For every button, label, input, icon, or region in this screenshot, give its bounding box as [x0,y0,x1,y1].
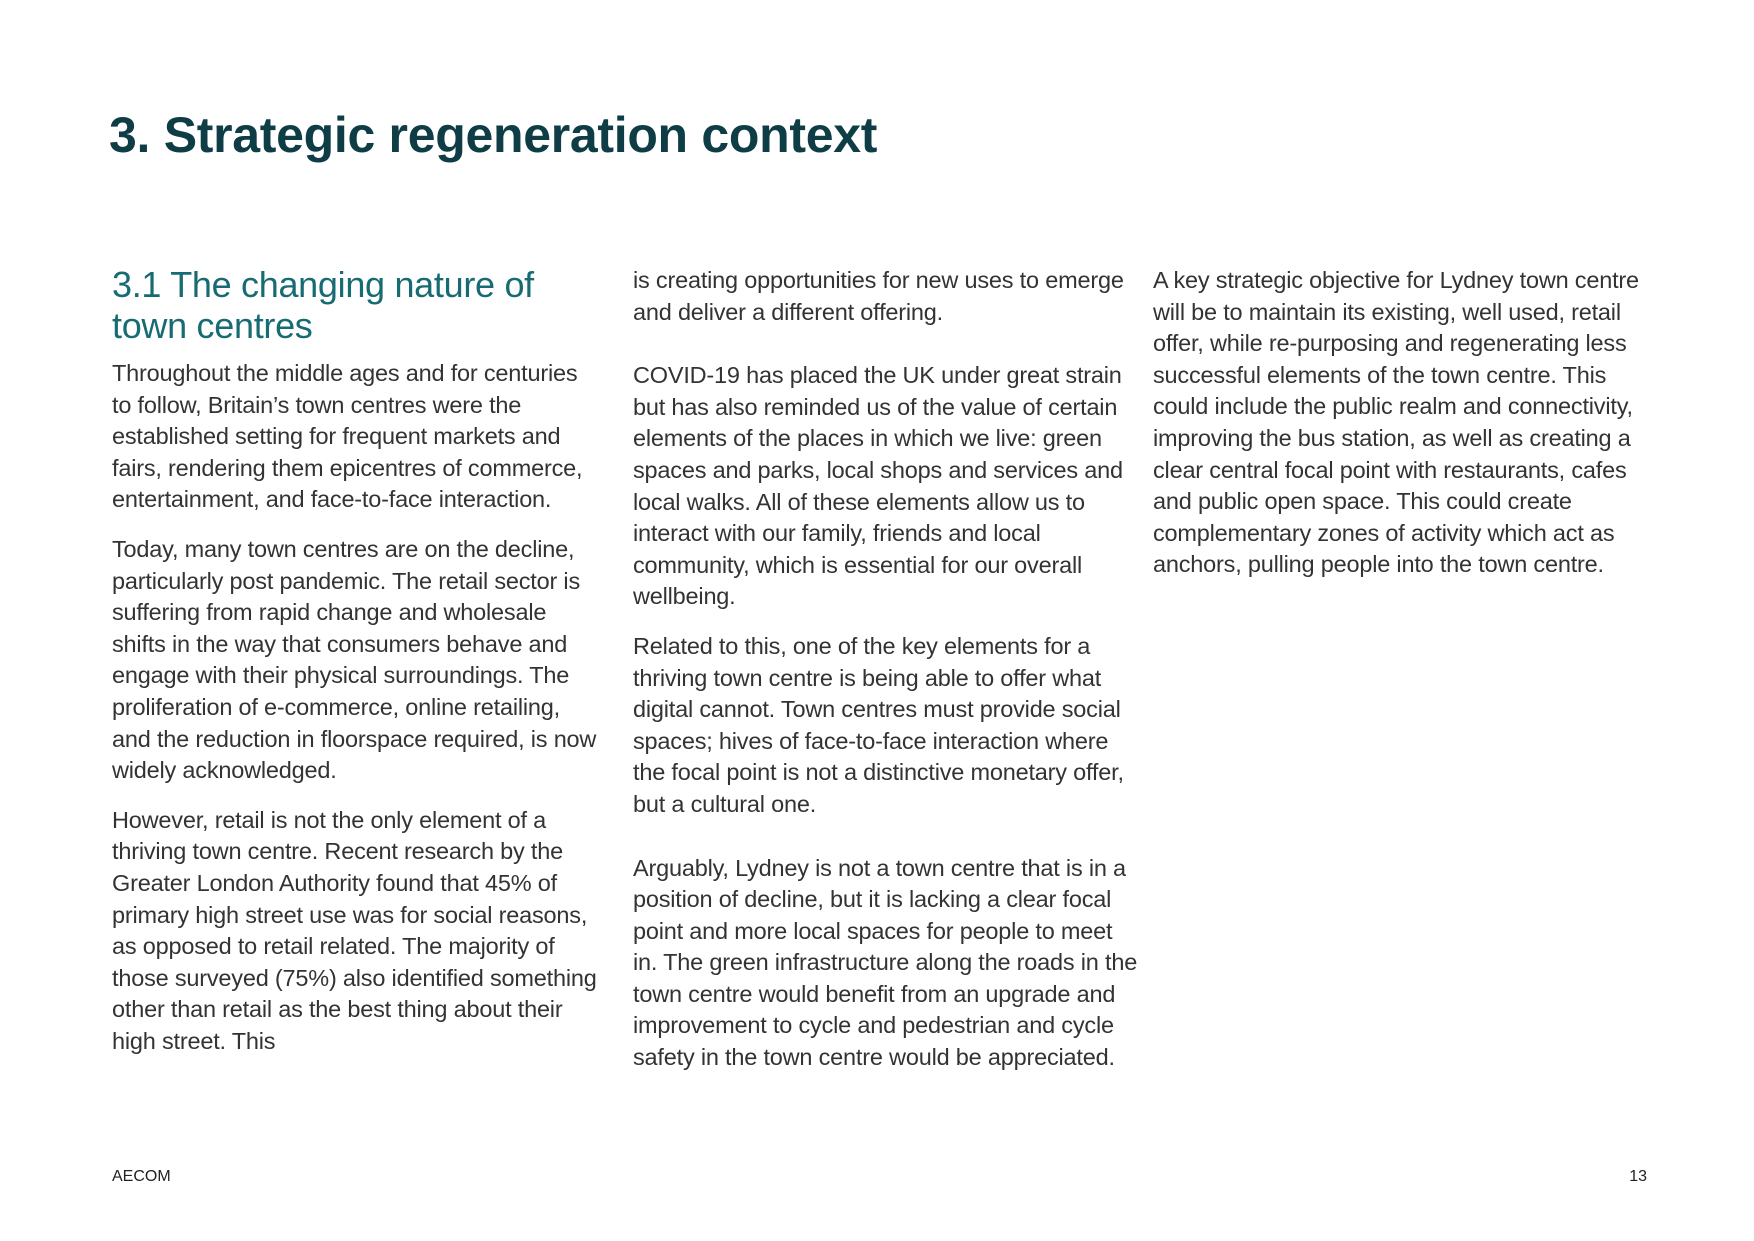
paragraph-opportunities: is creating opportunities for new uses to emerge and deliver a different offering. [633,267,1124,325]
paragraph-covid: COVID-19 has placed the UK under great strain but has also reminded us of the value of certain elements of the places in which we live: green spaces and parks, local shops and services and local walks. All of these elements allow us to interact with our family, friends and local community, which is essential for our overall wellbeing. [633,362,1123,610]
column-middle [633,265,1138,1074]
paragraph-lydney: Arguably, Lydney is not a town centre that is in a position of decline, but it is lacking a clear focal point and more local spaces for people to meet in. The green infrastructure along the roads in the town centre would benefit from an upgrade and improvement to cycle and pedestrian and cycle safety in the town centre would be appreciated. [633,854,1138,1071]
paragraph-strategic-objective: A key strategic objective for Lydney town centre will be to maintain its existing, well used, retail offer, while re-purposing and regenerating less successful elements of the town centre. This could include the public realm and connectivity, improving the bus station, as well as creating a clear central focal point with restaurants, cafes and public open space. This could create complementary zones of activity which act as anchors, pulling people into the town centre. [1153,267,1639,578]
footer-page-number: 13 [1629,1168,1647,1185]
footer-company-name: AECOM [112,1168,171,1185]
paragraph-not-only-retail: However, retail is not the only element of a thriving town centre. Recent research by the Greater London Authority found that 45% of primary high street use was for social reasons, as opposed to retail related. The majority of those surveyed (75%) also identified something other than retail as the best thing about their high street. This [112,806,597,1054]
column-right [1153,265,1643,581]
paragraph-digital: Related to this, one of the key elements for a thriving town centre is being able to offer what digital cannot. Town centres must provide social spaces; hives of face-to-face interaction where the focal point is not a distinctive monetary offer, but a cultural one. [633,632,1124,817]
section-heading: 3.1 The changing nature of town centres [112,264,534,346]
page-title: 3. Strategic regeneration context [109,107,878,163]
column-left [112,264,602,1057]
paragraph-decline: Today, many town centres are on the decline, particularly post pandemic. The retail sector is suffering from rapid change and wholesale shifts in the way that consumers behave and engage with their physical surroundings. The proliferation of e-commerce, online retailing, and the reduction in floorspace required, is now widely acknowledged. [112,535,597,784]
paragraph-middle-ages: Throughout the middle ages and for centuries to follow, Britain’s town centres were the established setting for frequent markets and fairs, rendering them epicentres of commerce, entertainment, and face-to-face interaction. [112,360,583,513]
